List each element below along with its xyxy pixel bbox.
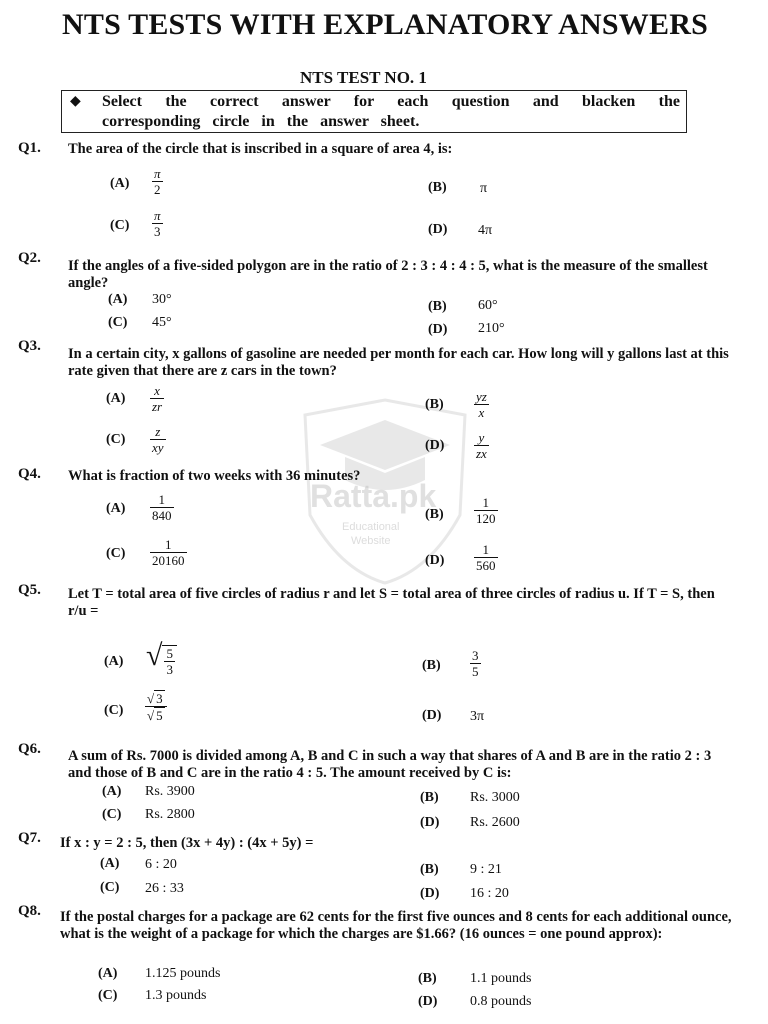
option-label: (D) bbox=[422, 708, 442, 723]
question-number: Q6. bbox=[18, 741, 41, 757]
question-text: If x : y = 2 : 5, then (3x + 4y) : (4x + 5y) = bbox=[60, 835, 314, 851]
option-a-fraction: $\frac{x}{zr}$ bbox=[152, 383, 163, 414]
option-value: π bbox=[480, 181, 488, 196]
watermark-subtitle: Educational Website bbox=[342, 521, 400, 547]
option-label: (B) bbox=[420, 790, 439, 805]
option-a-fraction: $\frac{\pi}{2}$ bbox=[154, 166, 161, 197]
option-value: Rs. 3900 bbox=[145, 784, 195, 799]
option-label: (B) bbox=[425, 507, 444, 522]
option-value: 4π bbox=[478, 223, 493, 238]
option-label: (B) bbox=[420, 862, 439, 877]
option-value: Rs. 2800 bbox=[145, 807, 195, 822]
option-value: 26 : 33 bbox=[145, 881, 184, 896]
option-label: (D) bbox=[425, 438, 445, 453]
question-number: Q4. bbox=[18, 466, 41, 482]
option-value: Rs. 2600 bbox=[470, 815, 520, 830]
sqrt-icon: √ bbox=[146, 639, 163, 672]
question-number: Q8. bbox=[18, 903, 41, 919]
option-b-fraction: $\frac{yz}{x}$ bbox=[476, 389, 487, 420]
question-text: If the postal charges for a package are 62 cents for the first five ounces and 8 cents for each additional ounce, what is the weight of a package for which the charges are $1.66? (16 ounces = one pound approx): bbox=[60, 909, 732, 942]
option-label: (A) bbox=[106, 391, 126, 406]
option-label: (A) bbox=[104, 654, 124, 669]
question-number: Q2. bbox=[18, 250, 41, 266]
option-label: (C) bbox=[104, 703, 124, 718]
option-value: 1.1 pounds bbox=[470, 971, 532, 986]
question-text: The area of the circle that is inscribed in a square of area 4, is: bbox=[68, 141, 453, 157]
option-label: (C) bbox=[98, 988, 118, 1003]
option-label: (D) bbox=[428, 322, 448, 337]
option-b-fraction: $\frac{3}{5}$ bbox=[472, 648, 479, 679]
question-text: In a certain city, x gallons of gasoline are needed per month for each car. How long will y gallons last at this rate given that there are z cars in the town? bbox=[68, 346, 729, 379]
option-value: 1.125 pounds bbox=[145, 966, 221, 981]
option-label: (C) bbox=[106, 546, 126, 561]
option-label: (D) bbox=[418, 994, 438, 1009]
option-value: 60° bbox=[478, 298, 498, 313]
option-value: 45° bbox=[152, 315, 172, 330]
option-c-fraction: $\frac{z}{xy}$ bbox=[152, 424, 164, 455]
option-label: (D) bbox=[425, 553, 445, 568]
option-label: (A) bbox=[98, 966, 118, 981]
option-label: (B) bbox=[428, 299, 447, 314]
question-text: If the angles of a five-sided polygon are in the ratio of 2 : 3 : 4 : 4 : 5, what is the measure of the smallest angle? bbox=[68, 258, 708, 291]
option-value: 9 : 21 bbox=[470, 862, 502, 877]
option-c-fraction: $\frac{√ 3}{√ 5}$ bbox=[145, 690, 167, 723]
option-value: 0.8 pounds bbox=[470, 994, 532, 1009]
option-b-fraction: $\frac{1}{120}$ bbox=[476, 495, 496, 526]
option-label: (B) bbox=[425, 397, 444, 412]
instruction-text: Select the correct answer for each question and blacken the corresponding circle in the answer sheet. bbox=[102, 93, 680, 130]
option-a-sqrt: √ $\frac{5}{3}$ bbox=[146, 641, 177, 677]
page-title: NTS TESTS WITH EXPLANATORY ANSWERS bbox=[62, 8, 708, 41]
question-text: What is fraction of two weeks with 36 minutes? bbox=[68, 468, 361, 484]
option-c-fraction: $\frac{1}{20160}$ bbox=[152, 537, 185, 568]
option-label: (D) bbox=[428, 222, 448, 237]
option-value: Rs. 3000 bbox=[470, 790, 520, 805]
option-value: 16 : 20 bbox=[470, 886, 509, 901]
option-value: 3π bbox=[470, 709, 485, 724]
question-number: Q7. bbox=[18, 830, 41, 846]
option-value: 210° bbox=[478, 321, 505, 336]
option-label: (C) bbox=[106, 432, 126, 447]
option-label: (C) bbox=[100, 880, 120, 895]
diamond-bullet-icon: ◆ bbox=[70, 94, 81, 109]
watermark-brand: Ratta.pk bbox=[310, 478, 437, 514]
option-label: (A) bbox=[110, 176, 130, 191]
option-label: (A) bbox=[108, 292, 128, 307]
test-title: NTS TEST NO. 1 bbox=[300, 68, 427, 87]
option-label: (B) bbox=[428, 180, 447, 195]
option-label: (A) bbox=[102, 784, 122, 799]
question-number: Q3. bbox=[18, 338, 41, 354]
option-label: (B) bbox=[422, 658, 441, 673]
option-label: (A) bbox=[100, 856, 120, 871]
option-label: (B) bbox=[418, 971, 437, 986]
option-label: (D) bbox=[420, 815, 440, 830]
option-d-fraction: $\frac{1}{560}$ bbox=[476, 542, 496, 573]
question-text: A sum of Rs. 7000 is divided among A, B and C in such a way that shares of A and B are in the ratio 2 : 3 and those of B and C are in the ratio 4 : 5. The amount received by C is: bbox=[68, 748, 712, 781]
question-number: Q5. bbox=[18, 582, 41, 598]
instruction-box bbox=[61, 90, 687, 133]
option-value: 1.3 pounds bbox=[145, 988, 207, 1003]
option-value: 6 : 20 bbox=[145, 857, 177, 872]
option-label: (C) bbox=[102, 807, 122, 822]
option-d-fraction: $\frac{y}{zx}$ bbox=[476, 430, 487, 461]
option-value: 30° bbox=[152, 292, 172, 307]
option-a-fraction: $\frac{1}{840}$ bbox=[152, 492, 172, 523]
option-c-fraction: $\frac{\pi}{3}$ bbox=[154, 208, 161, 239]
option-label: (C) bbox=[108, 315, 128, 330]
option-label: (A) bbox=[106, 501, 126, 516]
question-text: Let T = total area of five circles of radius r and let S = total area of three circles of radius u. If T = S, then r/u = bbox=[68, 586, 715, 619]
option-label: (C) bbox=[110, 218, 130, 233]
option-label: (D) bbox=[420, 886, 440, 901]
question-number: Q1. bbox=[18, 140, 41, 156]
